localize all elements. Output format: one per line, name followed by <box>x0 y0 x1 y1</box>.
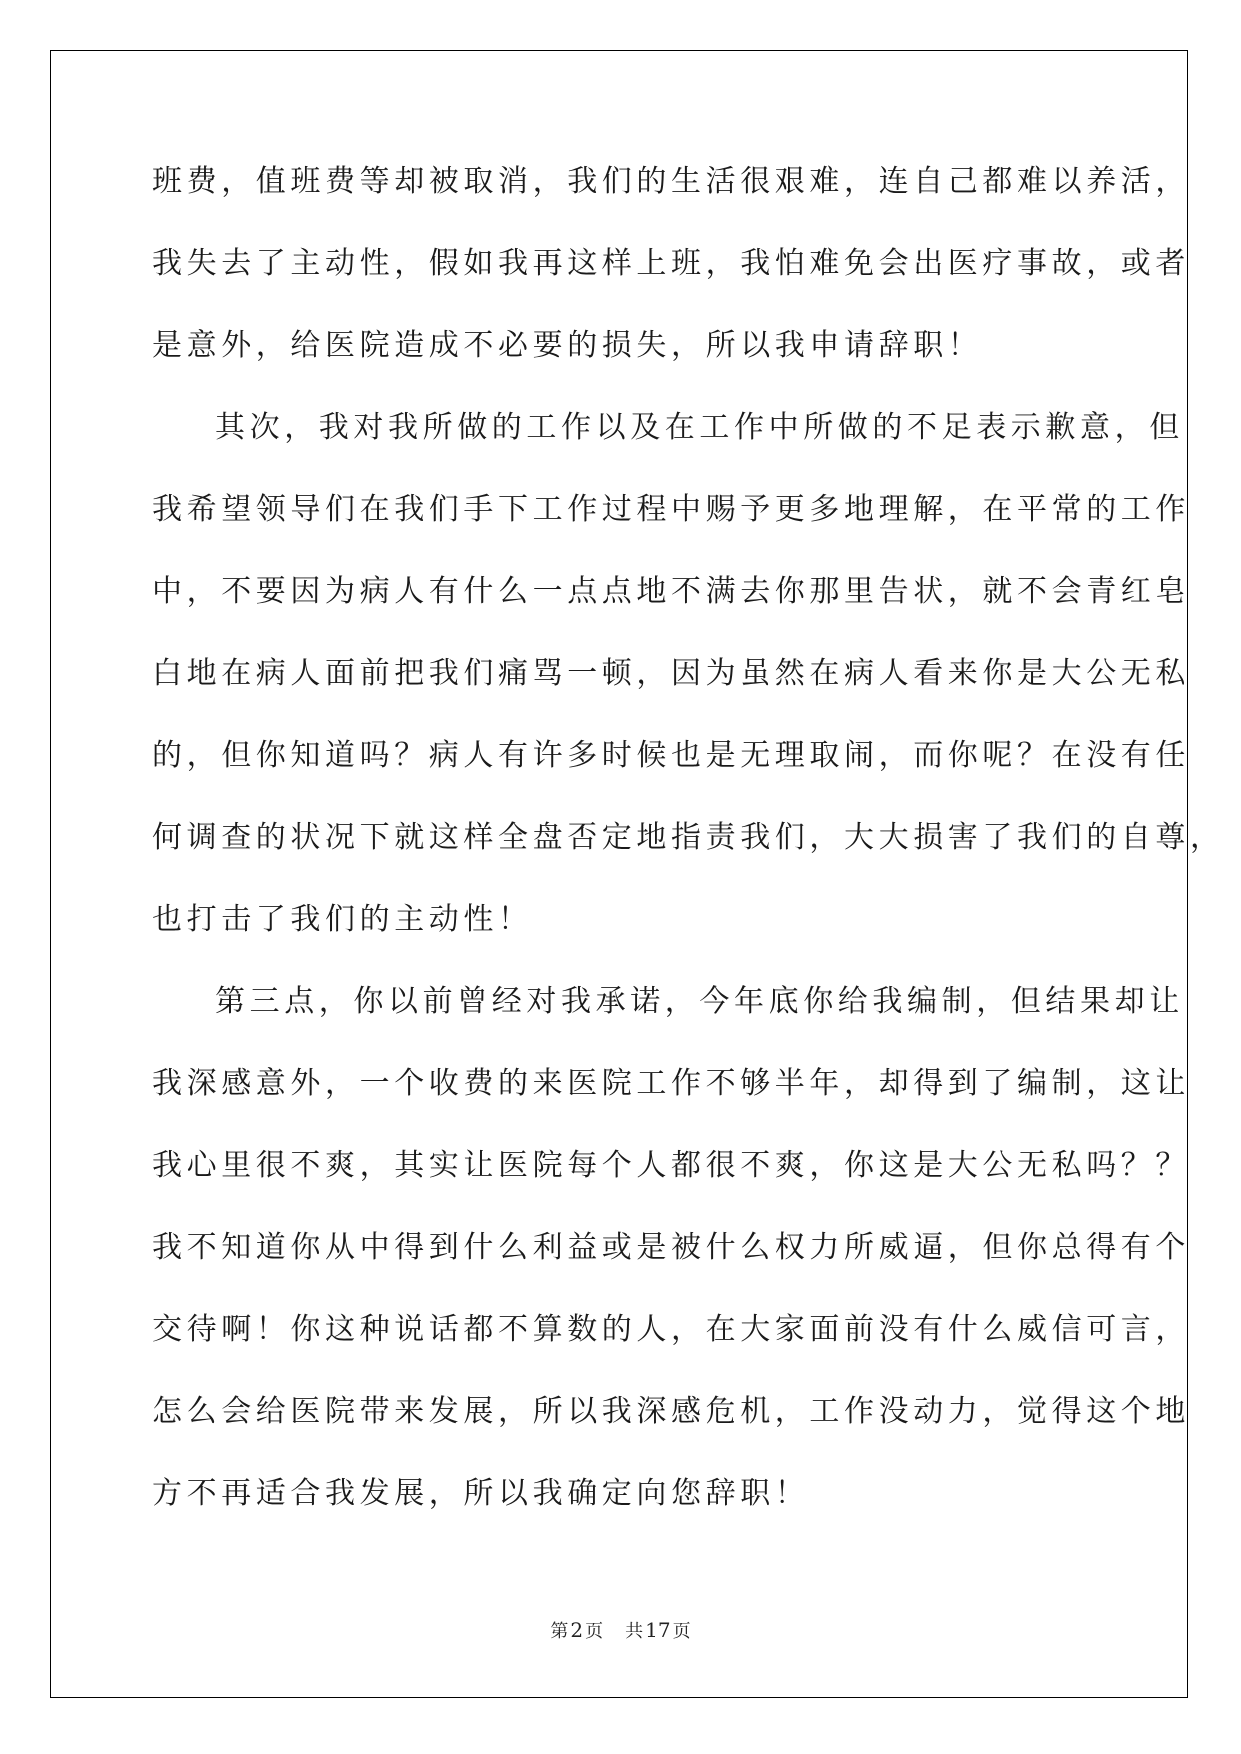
text-line: 是意外，给医院造成不必要的损失，所以我申请辞职！ <box>152 328 983 363</box>
text-line: 白地在病人面前把我们痛骂一顿，因为虽然在病人看来你是大公无私 <box>152 656 1190 691</box>
total-page-count: 17 <box>645 1618 671 1642</box>
text-line: 也打击了我们的主动性！ <box>152 902 533 937</box>
total-prefix: 共 <box>625 1621 644 1642</box>
page-suffix: 页 <box>585 1621 604 1642</box>
text-line: 的，但你知道吗？病人有许多时候也是无理取闹，而你呢？在没有任 <box>152 738 1190 773</box>
text-line: 何调查的状况下就这样全盘否定地指责我们，大大损害了我们的自尊， <box>152 820 1225 855</box>
text-line: 我深感意外，一个收费的来医院工作不够半年，却得到了编制，这让 <box>152 1066 1190 1101</box>
text-line: 我失去了主动性，假如我再这样上班，我怕难免会出医疗事故，或者 <box>152 246 1190 281</box>
text-line: 交待啊！你这种说话都不算数的人，在大家面前没有什么威信可言， <box>152 1312 1190 1347</box>
text-line: 班费，值班费等却被取消，我们的生活很艰难，连自己都难以养活， <box>152 164 1190 199</box>
text-line: 方不再适合我发展，所以我确定向您辞职！ <box>152 1476 810 1511</box>
total-suffix: 页 <box>672 1621 691 1642</box>
current-page-number: 2 <box>570 1618 584 1642</box>
text-line: 我心里很不爽，其实让医院每个人都很不爽，你这是大公无私吗？？ <box>152 1148 1190 1183</box>
page-number-footer <box>0 1617 1241 1643</box>
paragraph-start-line: 第三点，你以前曾经对我承诺，今年底你给我编制，但结果却让 <box>215 984 1184 1019</box>
text-line: 我不知道你从中得到什么利益或是被什么权力所威逼，但你总得有个 <box>152 1230 1190 1265</box>
text-line: 中，不要因为病人有什么一点点地不满去你那里告状，就不会青红皂 <box>152 574 1190 609</box>
text-line: 我希望领导们在我们手下工作过程中赐予更多地理解，在平常的工作 <box>152 492 1190 527</box>
paragraph-start-line: 其次，我对我所做的工作以及在工作中所做的不足表示歉意，但 <box>215 410 1184 445</box>
page-prefix: 第 <box>550 1621 569 1642</box>
document-body <box>152 158 1225 1552</box>
text-line: 怎么会给医院带来发展，所以我深感危机，工作没动力，觉得这个地 <box>152 1394 1190 1429</box>
